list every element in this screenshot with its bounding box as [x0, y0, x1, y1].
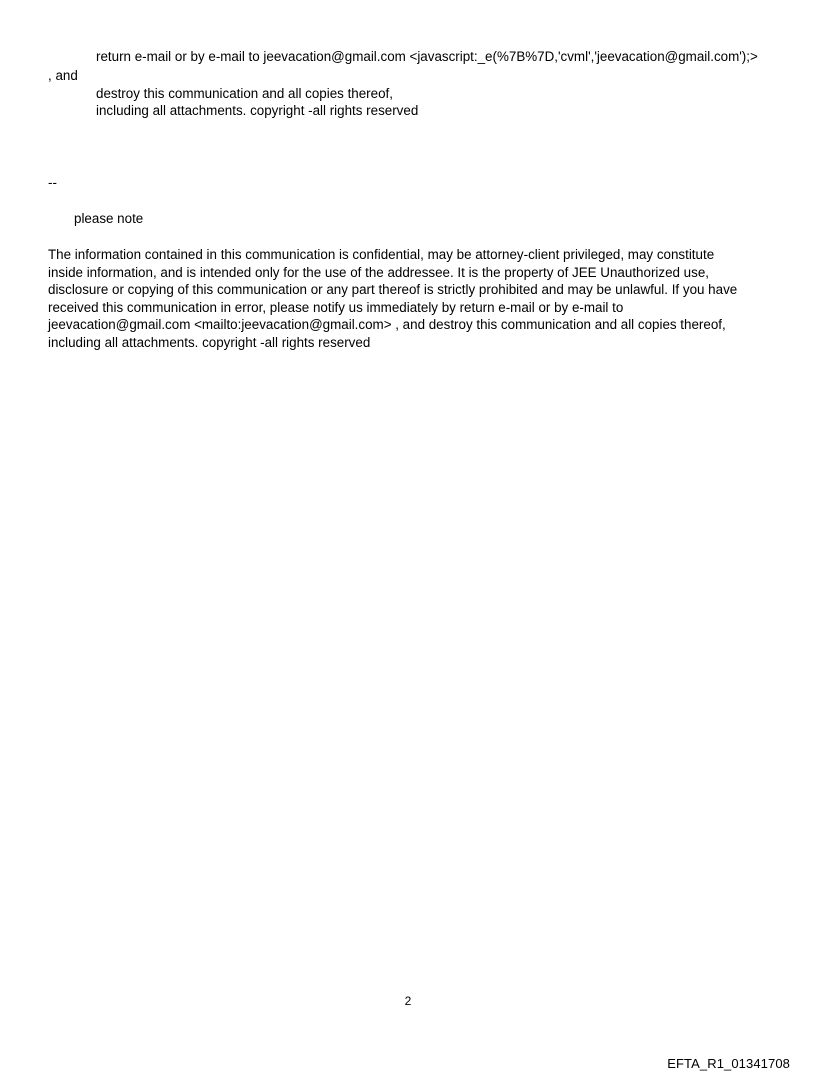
disclaimer-line: disclosure or copying of this communication or any part thereof is strictly prohibited and may be unlawful. If you have — [48, 282, 738, 297]
header-line-4: including all attachments. copyright -all rights reserved — [96, 103, 419, 118]
document-id: EFTA_R1_01341708 — [667, 1056, 790, 1071]
disclaimer-line: including all attachments. copyright -all rights reserved — [48, 334, 371, 350]
signature-separator: -- — [48, 175, 57, 190]
header-line-2: , and — [48, 68, 78, 83]
disclaimer-line: jeevacation@gmail.com <mailto:jeevacation@gmail.com> , and destroy this communication and all copies thereof, — [48, 317, 726, 332]
disclaimer-line: received this communication in error, please notify us immediately by return e-mail or by e-mail to — [48, 299, 624, 315]
page-number: 2 — [404, 994, 412, 1008]
header-line-3: destroy this communication and all copies thereof, — [96, 86, 393, 101]
disclaimer-line: The information contained in this communication is confidential, may be attorney-client privileged, may constitute — [48, 247, 715, 262]
header-line-1: return e-mail or by e-mail to jeevacation@gmail.com <javascript:_e(%7B%7D,'cvml','jeevacation@gmail.com');> — [96, 49, 758, 64]
note-heading: please note — [74, 211, 144, 226]
disclaimer-paragraph — [48, 246, 768, 351]
disclaimer-line: inside information, and is intended only for the use of the addressee. It is the property of JEE Unauthorized use, — [48, 264, 709, 280]
